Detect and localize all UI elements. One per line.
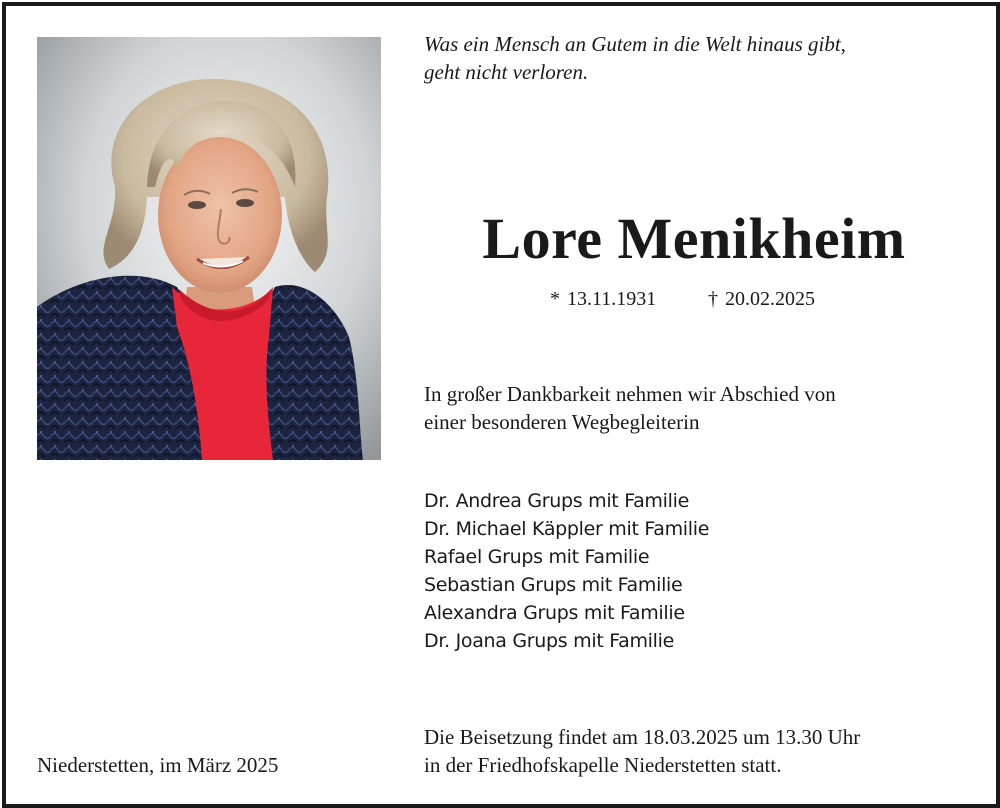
place-and-date: Niederstetten, im März 2025 — [37, 753, 279, 777]
birth-date-block — [550, 286, 656, 312]
mourner-entry: Sebastian Grups mit Familie — [424, 574, 683, 596]
mourner-entry: Dr. Andrea Grups mit Familie — [424, 490, 689, 512]
mourner-entry: Dr. Michael Käppler mit Familie — [424, 518, 710, 540]
burial-line: in der Friedhofskapelle Niederstetten statt. — [424, 753, 782, 777]
death-date-block — [708, 286, 815, 312]
memorial-quote — [424, 30, 846, 86]
deceased-name: Lore Menikheim — [482, 206, 906, 271]
farewell-line: In großer Dankbarkeit nehmen wir Abschied von — [424, 382, 836, 406]
mourner-entry: Alexandra Grups mit Familie — [424, 602, 685, 624]
mourner-entry: Rafael Grups mit Familie — [424, 546, 650, 568]
birth-star-icon: * — [550, 288, 560, 310]
farewell-text — [424, 380, 836, 436]
death-cross-icon: † — [708, 288, 718, 310]
mourner-entry: Dr. Joana Grups mit Familie — [424, 630, 674, 652]
portrait-photo — [37, 37, 381, 460]
farewell-line: einer besonderen Wegbegleiterin — [424, 410, 700, 434]
birth-date: 13.11.1931 — [567, 288, 657, 310]
burial-info — [424, 723, 860, 779]
quote-line: geht nicht verloren. — [424, 60, 589, 84]
quote-line: Was ein Mensch an Gutem in die Welt hinaus gibt, — [424, 32, 846, 56]
burial-line: Die Beisetzung findet am 18.03.2025 um 13.30 Uhr — [424, 725, 861, 749]
mourners-list — [424, 487, 709, 655]
death-date: 20.02.2025 — [725, 288, 815, 310]
